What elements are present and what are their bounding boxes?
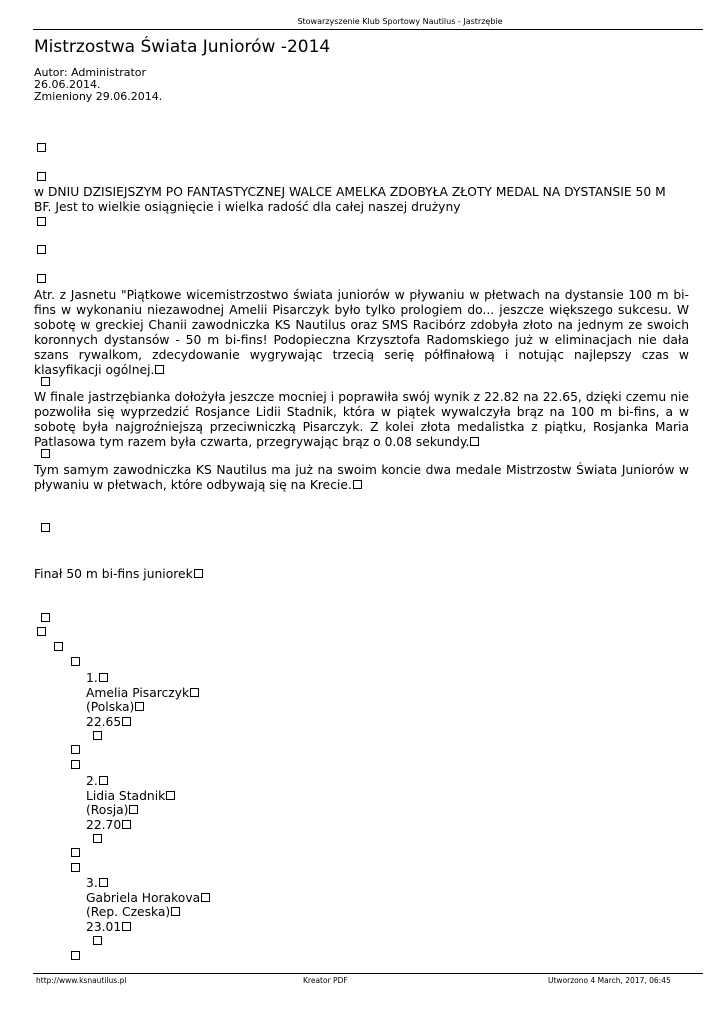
missing-glyph-box — [93, 834, 102, 843]
result-place: 1. — [86, 671, 108, 686]
article-modified-date: Zmieniony 29.06.2014. — [34, 90, 163, 103]
missing-glyph-box — [166, 791, 175, 800]
article-title: Mistrzostwa Świata Juniorów -2014 — [34, 37, 331, 57]
missing-glyph-box — [41, 377, 50, 386]
missing-glyph-box — [99, 776, 108, 785]
missing-glyph-box — [93, 731, 102, 740]
footer-rule — [33, 973, 703, 974]
missing-glyph-box — [194, 569, 203, 578]
paragraph-3: W finale jastrzębianka dołożyła jeszcze mocniej i poprawiła swój wynik z 22.82 na 22.65, dzięki czemu nie pozwoliła się wyprzedzić Rosjance Lidii Stadnik, która w piątek wywalczyła brąz na 100 m bi-fins, a w sobotę była najgroźniejszą przeciwniczką Pisarczyk. Z kolei złota medalistka z piątku, Rosjanka Maria Patlasowa tym razem była czwarta, przegrywając brąz o 0.08 sekundy. — [34, 390, 689, 449]
missing-glyph-box — [71, 745, 80, 754]
missing-glyph-box — [41, 449, 50, 458]
missing-glyph-box — [37, 274, 46, 283]
footer-url-link[interactable]: http://www.ksnautilus.pl — [36, 976, 127, 985]
paragraph-1-line-1: w DNIU DZISIEJSZYM PO FANTASTYCZNEJ WALCE AMELKA ZDOBYŁA ZŁOTY MEDAL NA DYSTANSIE 50 M — [34, 185, 666, 199]
missing-glyph-box — [122, 717, 131, 726]
missing-glyph-box — [201, 893, 210, 902]
missing-glyph-box — [171, 907, 180, 916]
result-time: 22.70 — [86, 818, 131, 833]
result-name: Amelia Pisarczyk — [86, 686, 199, 701]
final-heading: Finał 50 m bi-fins juniorek — [34, 567, 203, 582]
missing-glyph-box — [122, 820, 131, 829]
missing-glyph-box — [93, 936, 102, 945]
missing-glyph-box — [99, 878, 108, 887]
missing-glyph-box — [37, 627, 46, 636]
missing-glyph-box — [99, 673, 108, 682]
missing-glyph-box — [71, 951, 80, 960]
result-place: 2. — [86, 774, 108, 789]
footer-generator: Kreator PDF — [303, 976, 348, 985]
missing-glyph-box — [190, 688, 199, 697]
result-time: 22.65 — [86, 715, 131, 730]
missing-glyph-box — [37, 245, 46, 254]
header-rule — [33, 29, 703, 30]
missing-glyph-box — [470, 437, 479, 446]
missing-glyph-box — [54, 642, 63, 651]
article-author: Autor: Administrator — [34, 66, 147, 79]
missing-glyph-box — [71, 848, 80, 857]
missing-glyph-box — [135, 702, 144, 711]
result-country: (Rosja) — [86, 803, 138, 818]
missing-glyph-box — [37, 172, 46, 181]
missing-glyph-box — [129, 805, 138, 814]
missing-glyph-box — [71, 863, 80, 872]
missing-glyph-box — [41, 523, 50, 532]
missing-glyph-box — [122, 922, 131, 931]
result-name: Gabriela Horakova — [86, 891, 210, 906]
site-header: Stowarzyszenie Klub Sportowy Nautilus - Jastrzębie — [297, 17, 503, 26]
paragraph-2: Atr. z Jasnetu "Piątkowe wicemistrzostwo świata juniorów w pływaniu w płetwach na dystansie 100 m bi-fins w wykonaniu niezawodnej Amelii Pisarczyk było tylko prologiem do... jeszcze większego sukcesu. W sobotę w greckiej Chanii zawodniczka KS Nautilus oraz SMS Racibórz zdobyła złoto na jednym ze swoich koronnych dystansów - 50 m bi-fins! Podopieczna Krzysztofa Radomskiego już w eliminacjach nie dała szans rywalkom, zdecydowanie wygrywając trzecią serię półfinałową i notując najlepszy czas w klasyfikacji ogólnej. — [34, 288, 689, 377]
missing-glyph-box — [37, 217, 46, 226]
paragraph-4: Tym samym zawodniczka KS Nautilus ma już na swoim koncie dwa medale Mistrzostw Świata Juniorów w pływaniu w płetwach, które odbywają się na Krecie. — [34, 463, 689, 492]
result-country: (Polska) — [86, 700, 144, 715]
article-created-date: 26.06.2014. — [34, 78, 101, 91]
footer-created-date: Utworzono 4 March, 2017, 06:45 — [548, 976, 671, 985]
result-country: (Rep. Czeska) — [86, 905, 180, 920]
missing-glyph-box — [353, 480, 362, 489]
missing-glyph-box — [71, 760, 80, 769]
result-name: Lidia Stadnik — [86, 789, 175, 804]
missing-glyph-box — [155, 365, 164, 374]
result-place: 3. — [86, 876, 108, 891]
paragraph-1-line-2: BF. Jest to wielkie osiągnięcie i wielka radość dla całej naszej drużyny — [34, 200, 461, 214]
missing-glyph-box — [37, 143, 46, 152]
missing-glyph-box — [41, 613, 50, 622]
result-time: 23.01 — [86, 920, 131, 935]
missing-glyph-box — [71, 657, 80, 666]
